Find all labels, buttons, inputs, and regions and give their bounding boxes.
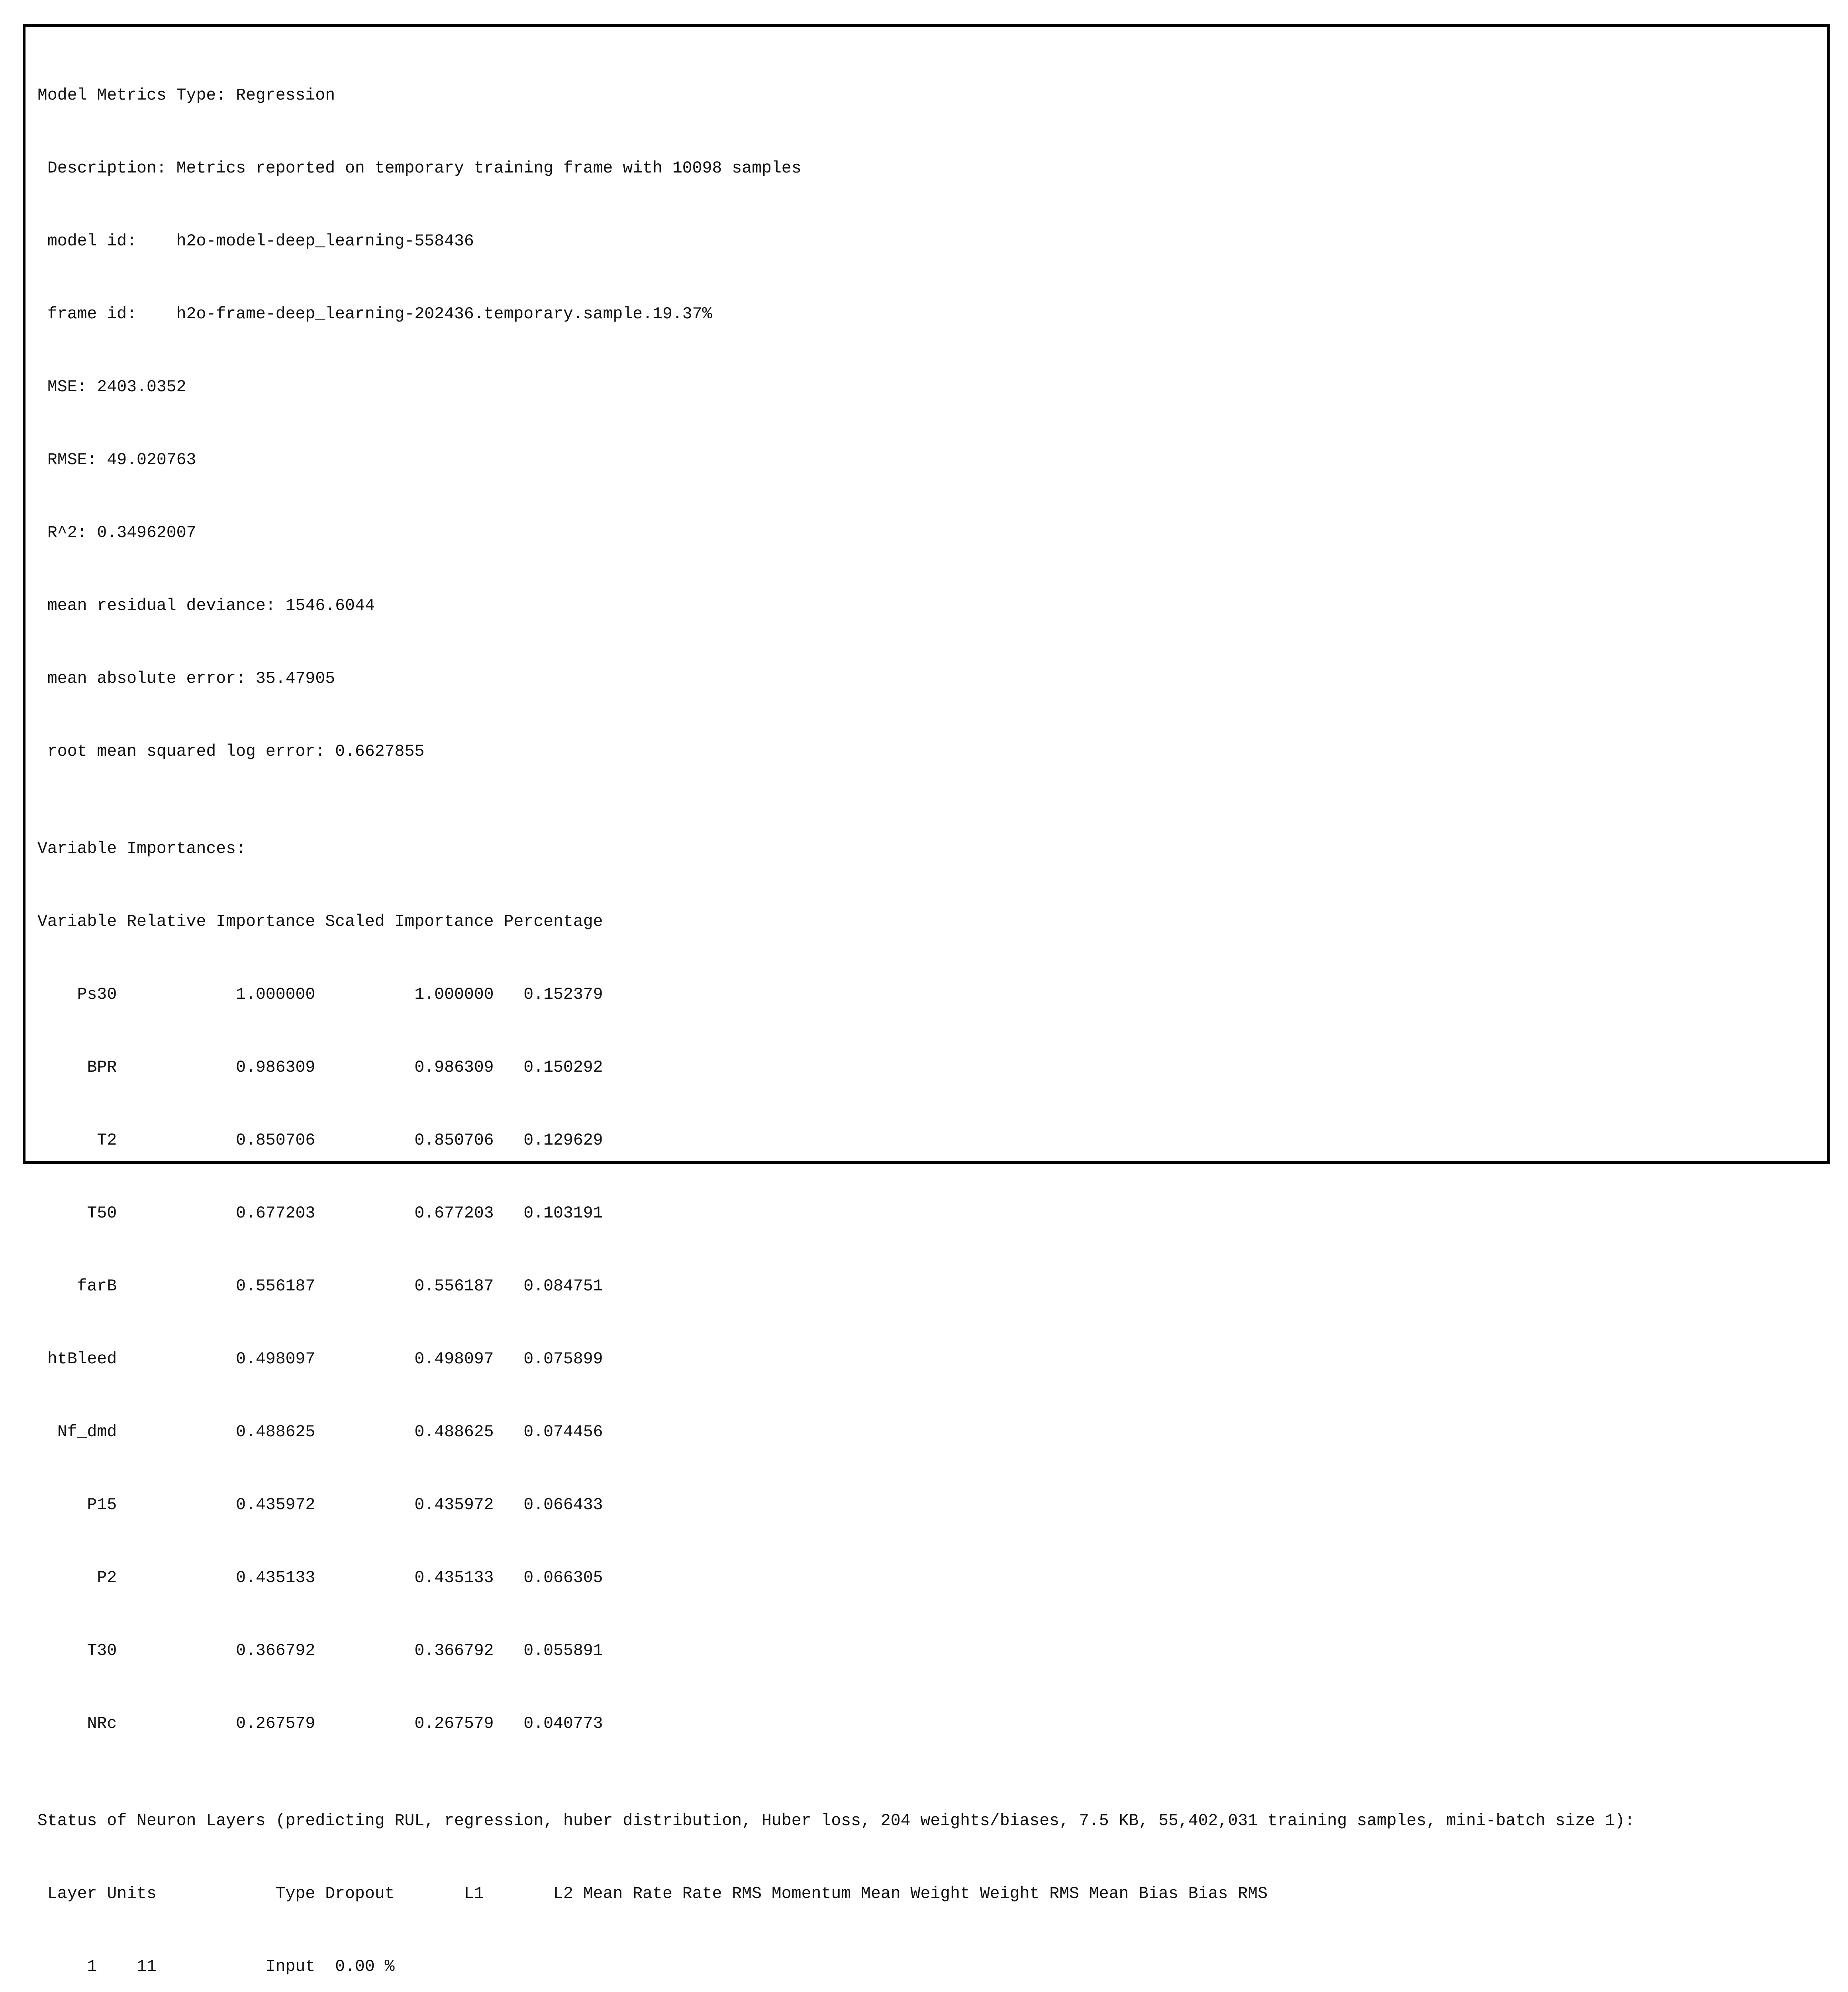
metrics-type-line: Model Metrics Type: Regression <box>37 86 335 105</box>
mean-absolute-error-line: mean absolute error: 35.47905 <box>37 669 335 688</box>
variable-importance-row: htBleed 0.498097 0.498097 0.075899 <box>37 1350 603 1369</box>
variable-importance-row: Nf_dmd 0.488625 0.488625 0.074456 <box>37 1423 603 1441</box>
variable-importance-row: P2 0.435133 0.435133 0.066305 <box>37 1569 603 1587</box>
mse-line: MSE: 2403.0352 <box>37 378 186 396</box>
variable-importances-header: Variable Relative Importance Scaled Importance Percentage <box>37 912 603 931</box>
variable-importance-row: T2 0.850706 0.850706 0.129629 <box>37 1131 603 1150</box>
variable-importance-row: BPR 0.986309 0.986309 0.150292 <box>37 1058 603 1077</box>
variable-importance-row: T50 0.677203 0.677203 0.103191 <box>37 1204 603 1223</box>
metrics-description-line: Description: Metrics reported on temporary training frame with 10098 samples <box>37 159 802 178</box>
neuron-layers-title: Status of Neuron Layers (predicting RUL, regression, huber distribution, Huber loss, 204 weights/biases, 7.5 KB, 55,402,031 training samples, mini-batch size 1): <box>37 1812 1635 1830</box>
neuron-layers-header: Layer Units Type Dropout L1 L2 Mean Rate Rate RMS Momentum Mean Weight Weight RMS Mean Bias Bias RMS <box>37 1884 1268 1903</box>
variable-importance-row: farB 0.556187 0.556187 0.084751 <box>37 1277 603 1296</box>
console-text <box>37 35 1635 1992</box>
variable-importance-row: P15 0.435972 0.435972 0.066433 <box>37 1496 603 1514</box>
r2-line: R^2: 0.34962007 <box>37 523 196 542</box>
neuron-layer-row: 1 11 Input 0.00 % <box>37 1957 395 1976</box>
console-output-panel <box>23 24 1830 1976</box>
variable-importance-row: NRc 0.267579 0.267579 0.040773 <box>37 1714 603 1733</box>
mean-residual-deviance-line: mean residual deviance: 1546.6044 <box>37 596 375 615</box>
variable-importance-row: T30 0.366792 0.366792 0.055891 <box>37 1641 603 1660</box>
variable-importance-row: Ps30 1.000000 1.000000 0.152379 <box>37 985 603 1004</box>
variable-importances-title: Variable Importances: <box>37 839 246 858</box>
rmse-line: RMSE: 49.020763 <box>37 451 196 469</box>
model-id-line: model id: h2o-model-deep_learning-558436 <box>37 232 474 251</box>
frame-id-line: frame id: h2o-frame-deep_learning-202436.temporary.sample.19.37% <box>37 305 712 324</box>
rmsle-line: root mean squared log error: 0.6627855 <box>37 742 425 761</box>
